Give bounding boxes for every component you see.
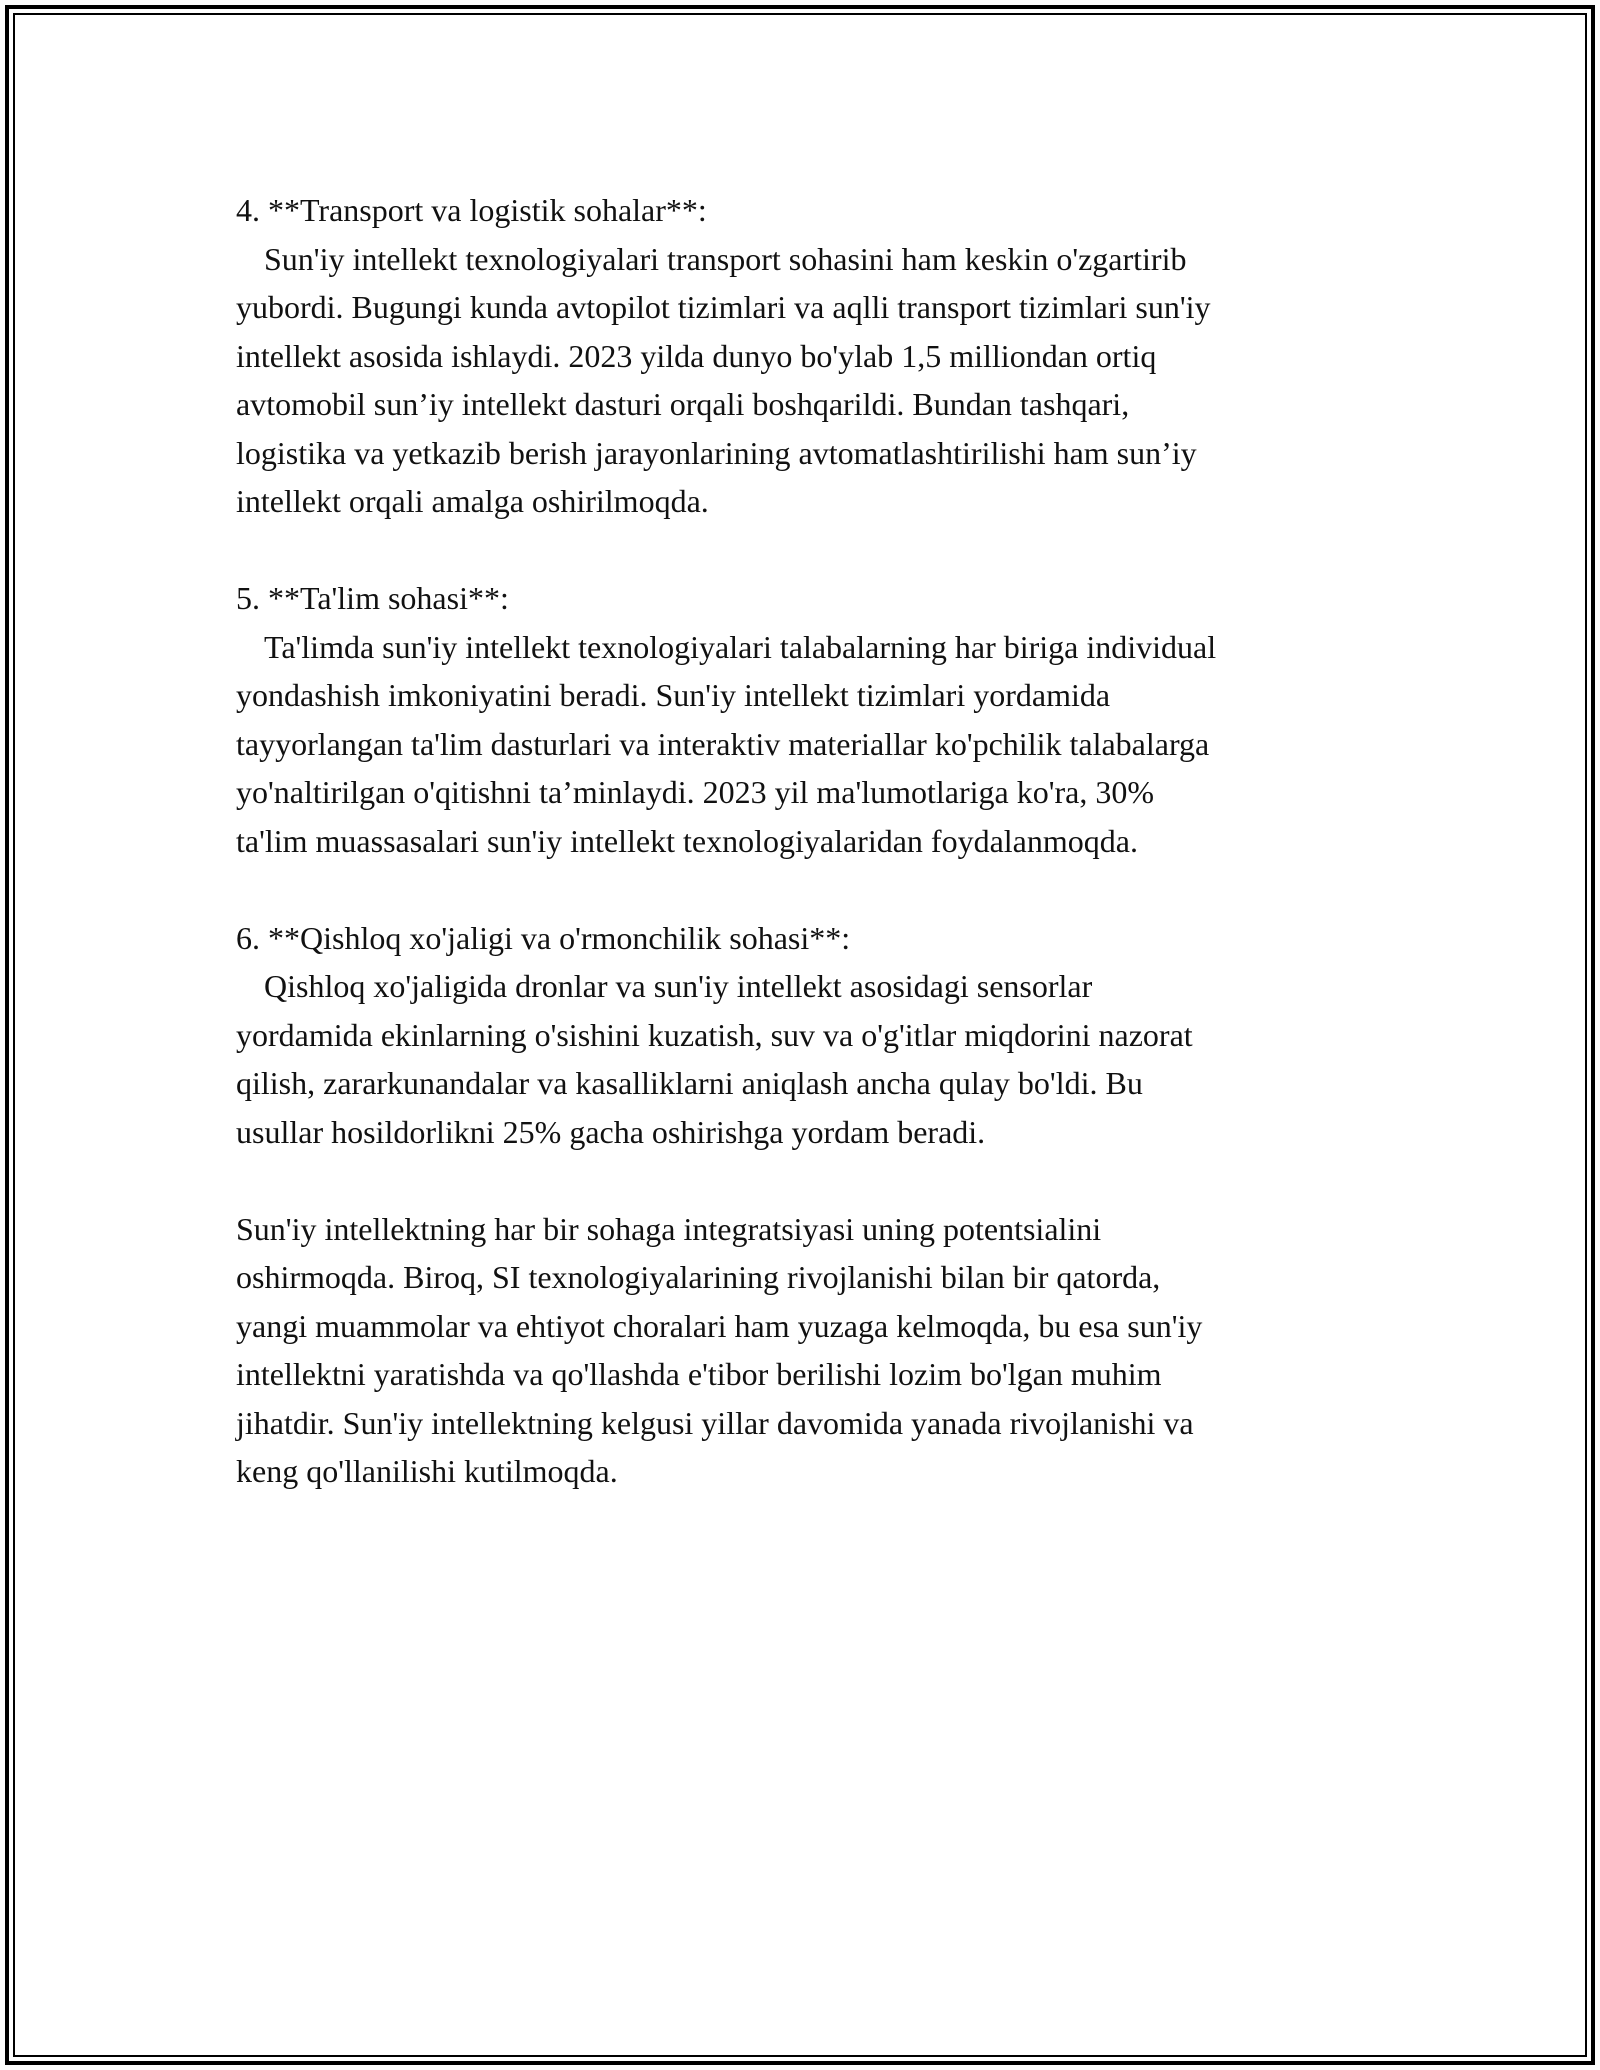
section-transport — [236, 186, 1376, 526]
section-heading: 5. **Ta'lim sohasi**: — [236, 580, 509, 616]
document-body — [236, 186, 1376, 1544]
paragraph-line: avtomobil sun’iy intellekt dasturi orqali boshqarildi. Bundan tashqari, — [236, 386, 1130, 422]
paragraph-line: keng qo'llanilishi kutilmoqda. — [236, 1453, 618, 1489]
paragraph-line: Sun'iy intellektning har bir sohaga integratsiyasi uning potentsialini — [236, 1210, 1102, 1247]
paragraph-line: yangi muammolar va ehtiyot choralari ham yuzaga kelmoqda, bu esa sun'iy — [236, 1307, 1203, 1344]
paragraph-line: usullar hosildorlikni 25% gacha oshirishga yordam beradi. — [236, 1113, 986, 1150]
section-agriculture — [236, 914, 1376, 1157]
section-education — [236, 574, 1376, 865]
paragraph-line: intellektni yaratishda va qo'llashda e'tibor berilishi lozim bo'lgan muhim — [236, 1356, 1162, 1392]
paragraph-line: qilish, zararkunandalar va kasalliklarni aniqlash ancha qulay bo'ldi. Bu — [236, 1065, 1143, 1101]
section-heading: 6. **Qishloq xo'jaligi va o'rmonchilik sohasi**: — [236, 919, 851, 956]
paragraph-line: intellekt orqali amalga oshirilmoqda. — [236, 483, 709, 519]
paragraph-line: yubordi. Bugungi kunda avtopilot tizimlari va aqlli transport tizimlari sun'iy — [236, 289, 1211, 325]
conclusion-paragraph — [236, 1205, 1376, 1496]
paragraph-line: jihatdir. Sun'iy intellektning kelgusi yillar davomida yanada rivojlanishi va — [236, 1404, 1194, 1441]
paragraph-line: tayyorlangan ta'lim dasturlari va interaktiv materiallar ko'pchilik talabalarga — [236, 725, 1210, 762]
paragraph-line: Qishloq xo'jaligida dronlar va sun'iy intellekt asosidagi sensorlar — [264, 968, 1093, 1004]
paragraph-line: Ta'limda sun'iy intellekt texnologiyalari talabalarning har biriga individual — [264, 628, 1217, 665]
paragraph-line: ta'lim muassasalari sun'iy intellekt texnologiyalaridan foydalanmoqda. — [236, 822, 1138, 859]
paragraph-line: intellekt asosida ishlaydi. 2023 yilda dunyo bo'ylab 1,5 milliondan ortiq — [236, 337, 1157, 374]
paragraph-line: logistika va yetkazib berish jarayonlarining avtomatlashtirilishi ham sun’iy — [236, 434, 1197, 471]
paragraph-line: yordamida ekinlarning o'sishini kuzatish, suv va o'g'itlar miqdorini nazorat — [236, 1016, 1193, 1053]
paragraph-line: yo'naltirilgan o'qitishni ta’minlaydi. 2023 yil ma'lumotlariga ko'ra, 30% — [236, 774, 1155, 810]
paragraph-line: oshirmoqda. Biroq, SI texnologiyalarining rivojlanishi bilan bir qatorda, — [236, 1259, 1161, 1295]
section-heading: 4. **Transport va logistik sohalar**: — [236, 192, 707, 228]
paragraph-line: Sun'iy intellekt texnologiyalari transport sohasini ham keskin o'zgartirib — [264, 240, 1187, 277]
paragraph-line: yondashish imkoniyatini beradi. Sun'iy intellekt tizimlari yordamida — [236, 677, 1111, 713]
